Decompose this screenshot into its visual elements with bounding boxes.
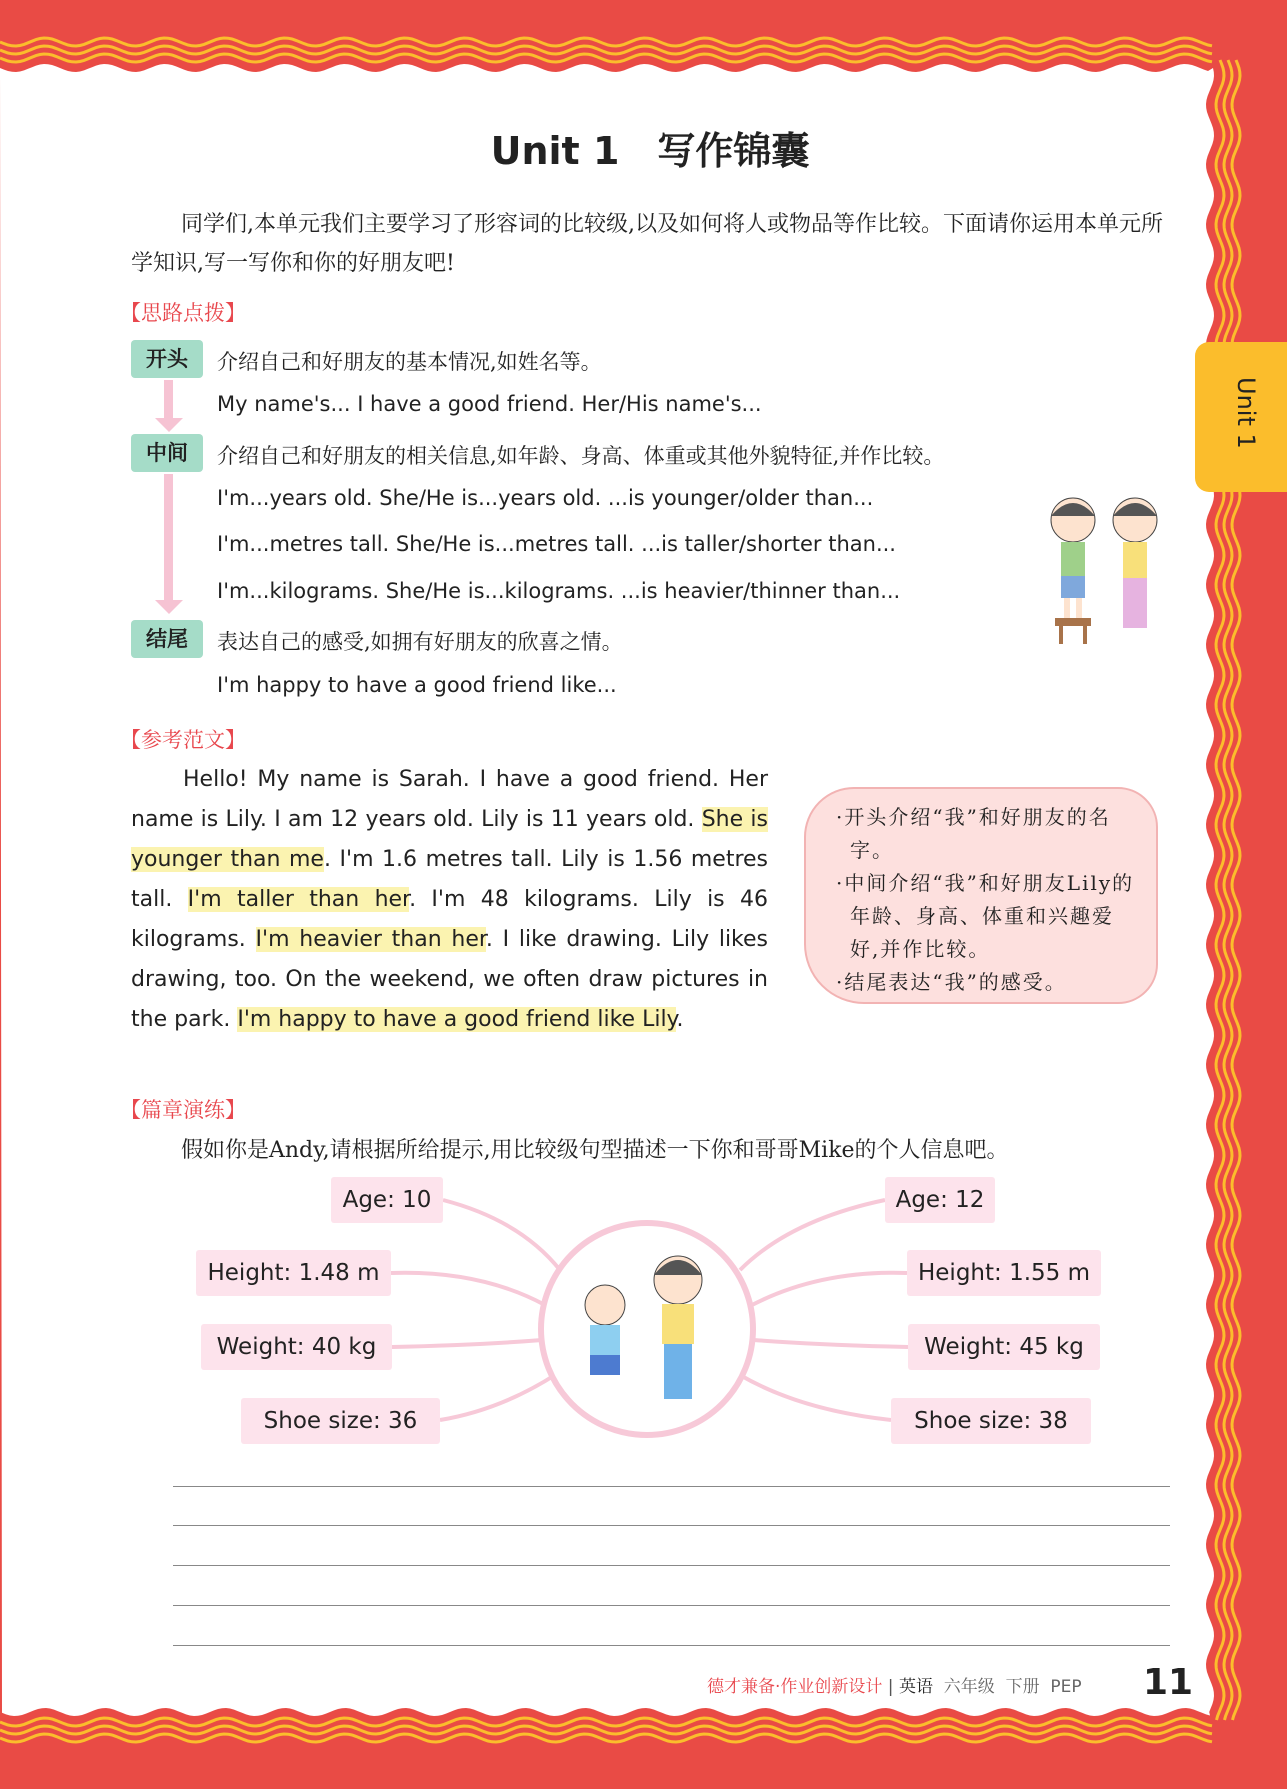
mike-shoe-size: Shoe size: 38 — [891, 1398, 1091, 1444]
writing-line[interactable] — [173, 1565, 1170, 1566]
page-title: Unit 1 写作锦囊 — [490, 129, 810, 173]
tip-item: ·开头介绍“我”和好朋友的名字。 — [836, 805, 1111, 862]
idea-line: I'm...metres tall. She/He is...metres tall. ...is taller/shorter than... — [217, 532, 896, 556]
writing-line[interactable] — [173, 1605, 1170, 1606]
practice-task: 假如你是Andy,请根据所给提示,用比较级句型描述一下你和哥哥Mike的个人信息吧。 — [181, 1138, 1009, 1163]
label-middle: 中间 — [131, 434, 203, 472]
label-start: 开头 — [131, 340, 203, 378]
writing-line[interactable] — [173, 1486, 1170, 1487]
highlighted-sentence: I'm happy to have a good friend like Lily — [237, 1007, 677, 1032]
essay-text: . I like drawing. Lily likes drawing, too. On the weekend, we often draw pictures in the park. — [131, 927, 769, 1032]
writing-line[interactable] — [173, 1525, 1170, 1526]
unit-tab-label: Unit 1 — [1232, 377, 1260, 449]
footer: 德才兼备·作业创新设计 | 英语 六年级 下册 PEP — [707, 1677, 1082, 1697]
unit-side-tab — [1195, 342, 1287, 492]
arrow-head-icon — [155, 418, 183, 432]
tips-note — [804, 787, 1158, 1004]
mind-map-lines — [0, 1160, 1287, 1460]
highlighted-sentence: She is younger than me — [131, 807, 769, 872]
arrow-head-icon — [155, 600, 183, 614]
border-wave — [0, 1734, 1212, 1742]
edition: PEP — [1050, 1677, 1082, 1697]
border-wave — [0, 1726, 1212, 1734]
mike-height: Height: 1.55 m — [907, 1250, 1101, 1296]
label-end: 结尾 — [131, 620, 203, 658]
writing-line[interactable] — [173, 1645, 1170, 1646]
essay-text: . I'm 1.6 metres tall. Lily is 1.56 metres tall. — [131, 847, 769, 912]
highlighted-sentence: I'm taller than her — [187, 887, 410, 912]
idea-line: 介绍自己和好朋友的相关信息,如年龄、身高、体重或其他外貌特征,并作比较。 — [217, 444, 945, 468]
idea-line: I'm...kilograms. She/He is...kilograms. ...is heavier/thinner than... — [217, 579, 901, 603]
page-number: 11 — [1143, 1662, 1194, 1703]
sample-heading: 【参考范文】 — [120, 728, 246, 752]
andy-weight: Weight: 40 kg — [201, 1324, 392, 1370]
series-name: 德才兼备·作业创新设计 — [707, 1677, 883, 1697]
ideas-heading: 【思路点拨】 — [120, 301, 246, 325]
mike-age: Age: 12 — [885, 1177, 995, 1223]
border-wave — [1232, 60, 1240, 1720]
tip-item: ·结尾表达“我”的感受。 — [836, 970, 1067, 994]
subject: 英语 — [898, 1677, 933, 1697]
andy-age: Age: 10 — [331, 1177, 443, 1223]
idea-line: I'm happy to have a good friend like... — [217, 673, 617, 697]
highlighted-sentence: I'm heavier than her — [255, 927, 486, 952]
two-kids-illustration — [1035, 490, 1185, 650]
border-wave — [1224, 60, 1232, 1720]
flow-arrow — [164, 474, 173, 602]
practice-heading: 【篇章演练】 — [120, 1098, 246, 1122]
grade: 六年级 — [943, 1677, 995, 1697]
essay-text: Hello! My name is Sarah. I have a good friend. Her name is Lily. I am 12 years old. Lily is 11 years old. — [131, 767, 768, 832]
intro-text: 同学们,本单元我们主要学习了形容词的比较级,以及如何将人或物品等作比较。下面请你运用本单元所学知识,写一写你和你的好朋友吧! — [131, 212, 1163, 276]
idea-line: I'm...years old. She/He is...years old. ...is younger/older than... — [217, 486, 874, 510]
volume: 下册 — [1005, 1677, 1040, 1697]
idea-line: 介绍自己和好朋友的基本情况,如姓名等。 — [217, 350, 602, 374]
border-wave — [0, 1718, 1212, 1726]
essay-text: . I'm 48 kilograms. Lily is 46 kilograms. — [131, 887, 768, 952]
tip-item: ·中间介绍“我”和好朋友Lily的年龄、身高、体重和兴趣爱好,并作比较。 — [836, 871, 1135, 961]
idea-line: My name's... I have a good friend. Her/His name's... — [217, 392, 762, 416]
andy-shoe-size: Shoe size: 36 — [241, 1398, 440, 1444]
border-wave — [0, 46, 1212, 54]
border-wave — [0, 38, 1212, 46]
flow-arrow — [164, 380, 173, 420]
andy-height: Height: 1.48 m — [196, 1250, 391, 1296]
essay-text: . — [676, 1007, 684, 1032]
sample-essay — [131, 760, 768, 1040]
idea-line: 表达自己的感受,如拥有好朋友的欣喜之情。 — [217, 630, 623, 654]
border-wave — [1216, 60, 1224, 1720]
mike-weight: Weight: 45 kg — [908, 1324, 1100, 1370]
border-wave — [0, 54, 1212, 62]
